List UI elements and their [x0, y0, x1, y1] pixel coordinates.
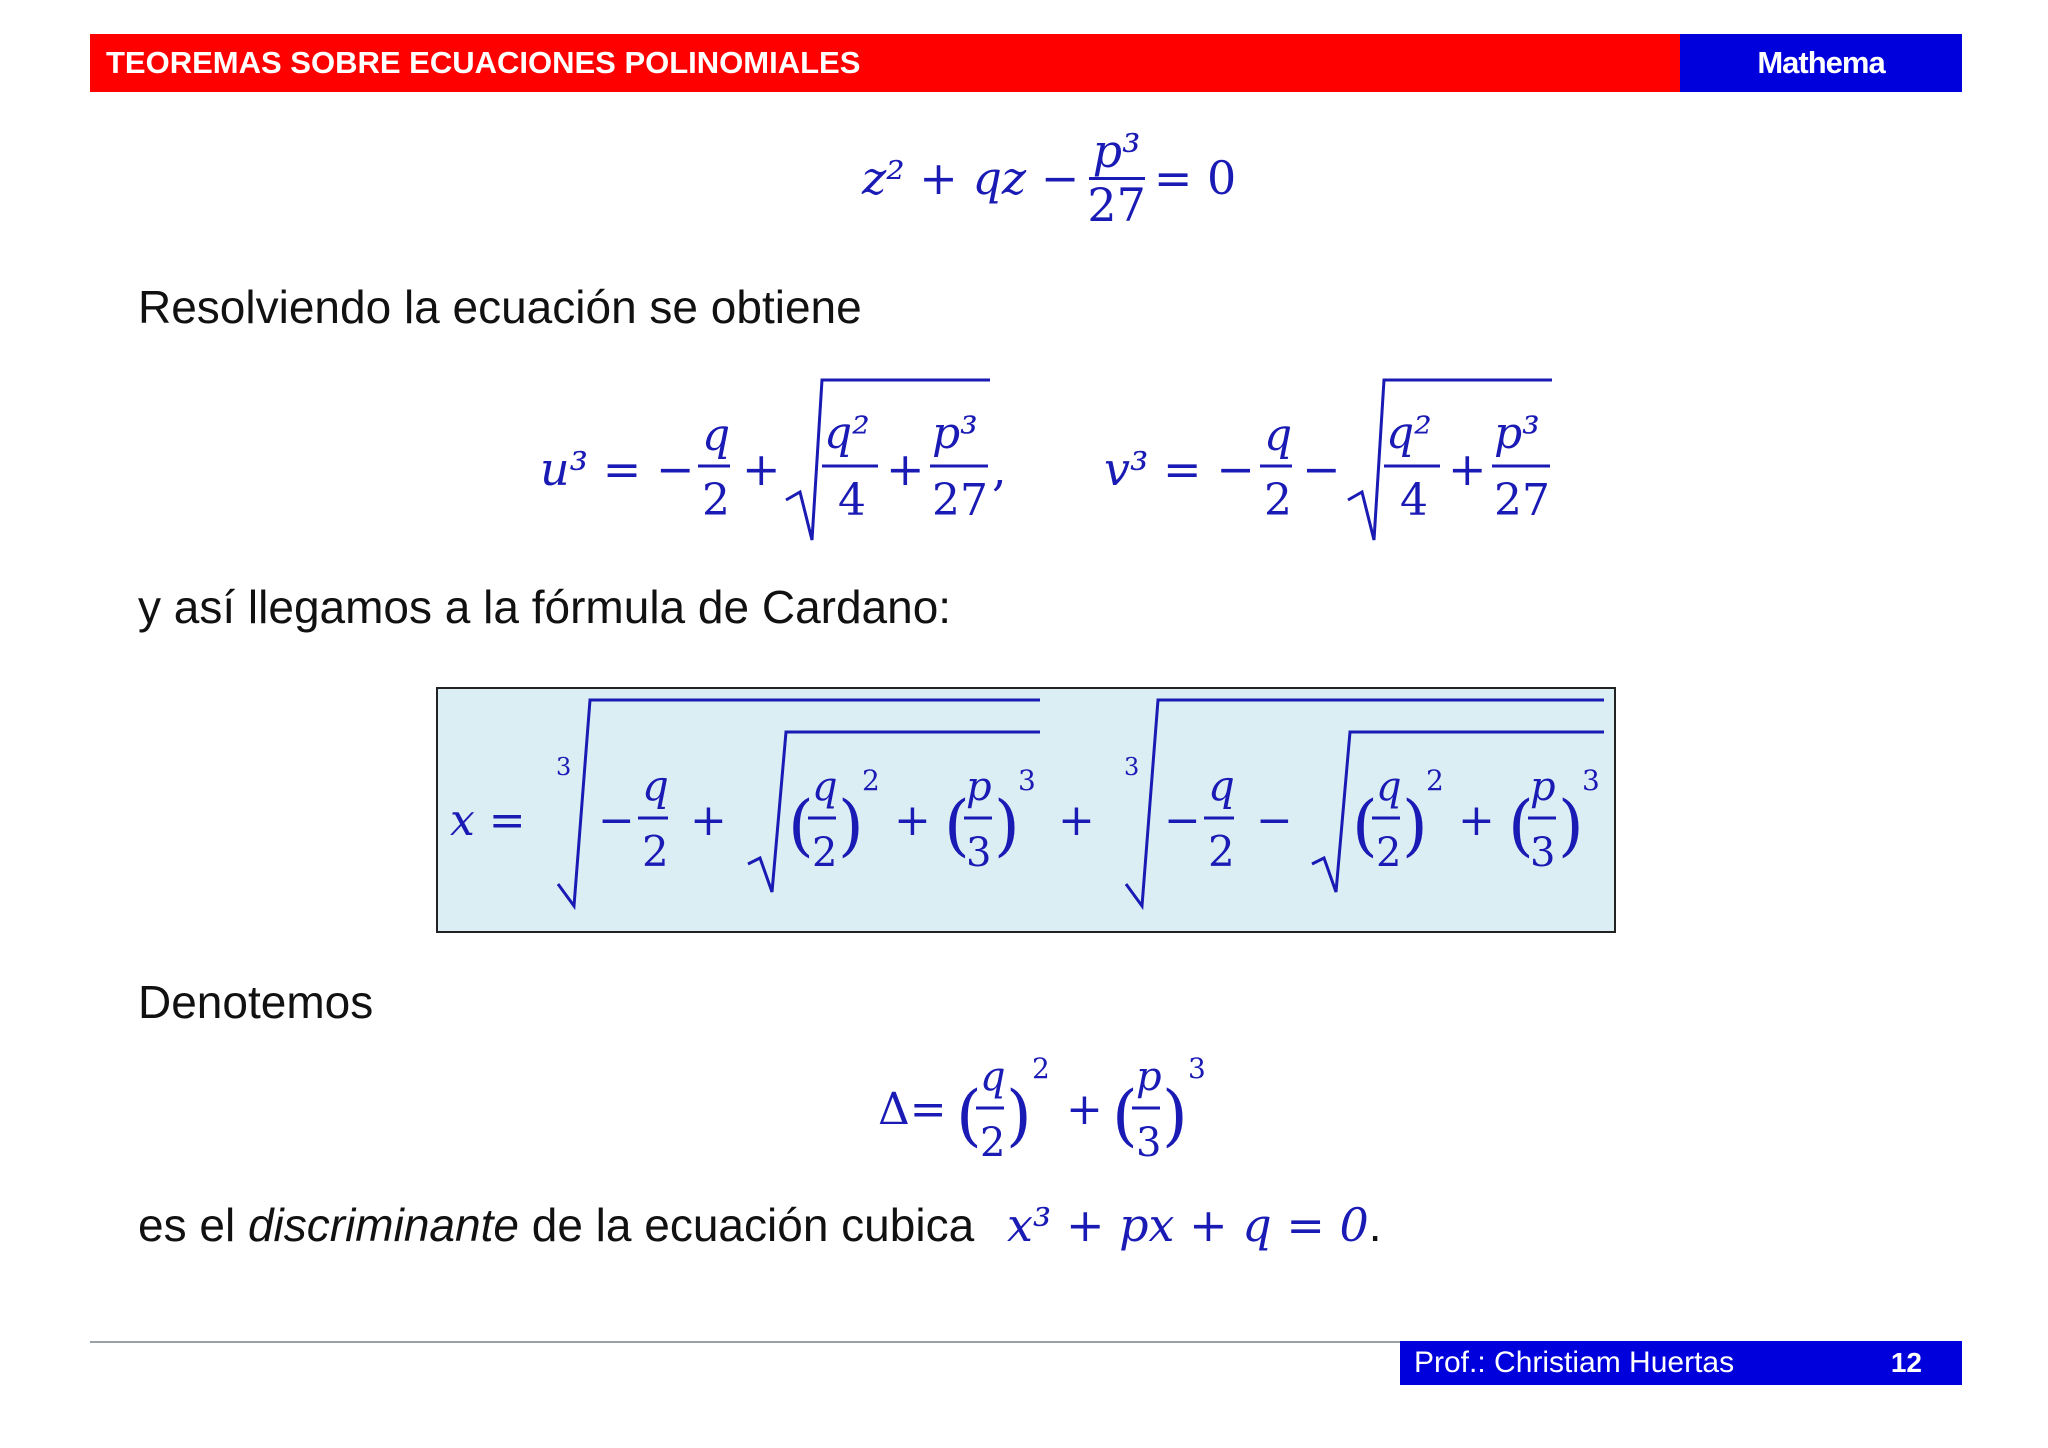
- svg-text:(: (: [956, 1077, 982, 1154]
- svg-text:2: 2: [862, 764, 880, 797]
- v3-frac-den: 2: [1264, 475, 1292, 526]
- quadratic-equation: [862, 126, 1236, 230]
- svg-text:): ): [838, 787, 864, 864]
- svg-text:+: +: [1066, 1084, 1103, 1135]
- line4-pre: es el: [138, 1199, 248, 1251]
- brand-label: Mathema: [1680, 34, 1962, 92]
- c1-q: q: [812, 764, 838, 810]
- cube-index-2: 3: [1124, 753, 1140, 781]
- svg-text:3: 3: [1018, 764, 1036, 797]
- svg-text:3: 3: [966, 830, 992, 876]
- svg-text:−: −: [598, 795, 635, 846]
- svg-text:): ): [994, 787, 1020, 864]
- v3-frac-num: q: [1264, 410, 1293, 461]
- page-number: 12: [1890, 1347, 1922, 1378]
- u3-frac-den: 2: [702, 475, 730, 526]
- eq1-num: p³: [1089, 126, 1145, 180]
- cardano-formula-box: [436, 687, 1616, 933]
- u3-sqrt-num-a: q²: [824, 408, 870, 459]
- v3-sqrt-num-a: q²: [1386, 408, 1432, 459]
- line4-post: de la ecuación cubica: [518, 1199, 975, 1251]
- svg-text:+: +: [886, 442, 925, 496]
- svg-text:−: −: [1256, 795, 1293, 846]
- svg-text:(: (: [1352, 787, 1378, 864]
- svg-text:+: +: [742, 442, 781, 496]
- svg-text:2: 2: [980, 1120, 1006, 1166]
- svg-text:+: +: [690, 795, 727, 846]
- svg-text:3: 3: [1136, 1120, 1162, 1166]
- slide-title: TEOREMAS SOBRE ECUACIONES POLINOMIALES: [90, 34, 1680, 92]
- text-line-1: Resolviendo la ecuación se obtiene: [138, 281, 862, 333]
- cardano-lhs: x =: [450, 795, 526, 846]
- c1-2: 2: [812, 830, 838, 876]
- svg-text:p: p: [1136, 1054, 1162, 1100]
- u3-sqrt-num-b: p³: [932, 408, 978, 459]
- svg-text:(: (: [1112, 1077, 1138, 1154]
- svg-text:(: (: [788, 787, 814, 864]
- svg-text:(: (: [944, 787, 970, 864]
- svg-text:): ): [1006, 1077, 1032, 1154]
- text-line-2: y así llegamos a la fórmula de Cardano:: [138, 581, 952, 633]
- cubic-equation: x³ + px + q = 0: [1006, 1198, 1369, 1252]
- svg-text:2: 2: [1426, 764, 1444, 797]
- u3-frac-num: q: [702, 410, 731, 461]
- svg-text:2: 2: [1376, 830, 1402, 876]
- svg-text:+: +: [1058, 795, 1095, 846]
- eq1-den: 27: [1087, 177, 1146, 232]
- svg-text:p: p: [1530, 764, 1556, 810]
- u3-sqrt-den-a: 4: [838, 475, 866, 526]
- svg-text:+: +: [1458, 795, 1495, 846]
- svg-text:(: (: [1508, 787, 1534, 864]
- svg-text:3: 3: [1582, 764, 1600, 797]
- svg-text:+: +: [894, 795, 931, 846]
- text-line-4: [138, 1198, 1382, 1252]
- c1-frac-den: 2: [642, 827, 669, 876]
- svg-text:3: 3: [1530, 830, 1556, 876]
- svg-text:): ): [1558, 787, 1584, 864]
- svg-text:): ): [1162, 1077, 1188, 1154]
- cube-index-1: 3: [556, 753, 572, 781]
- line4-em: discriminante: [247, 1199, 519, 1251]
- svg-text:+: +: [1448, 442, 1487, 496]
- c2-frac-num: q: [1208, 761, 1235, 810]
- u3-sqrt-den-b: 27: [932, 475, 988, 526]
- svg-text:): ): [1402, 787, 1428, 864]
- line4-period: .: [1368, 1199, 1382, 1251]
- v3-sqrt-den-a: 4: [1400, 475, 1428, 526]
- v3-sqrt-den-b: 27: [1494, 475, 1550, 526]
- c2-frac-den: 2: [1208, 827, 1235, 876]
- v3-sqrt-num-b: p³: [1494, 408, 1540, 459]
- text-line-3: Denotemos: [138, 976, 374, 1028]
- svg-text:p: p: [966, 764, 992, 810]
- v3-lhs: v³ = −: [1104, 442, 1255, 496]
- c1-frac-num: q: [642, 761, 669, 810]
- svg-text:−: −: [1164, 795, 1201, 846]
- svg-text:q: q: [1376, 764, 1402, 810]
- svg-text:,: ,: [992, 442, 1007, 496]
- svg-text:2: 2: [1032, 1052, 1050, 1085]
- svg-text:3: 3: [1188, 1052, 1206, 1085]
- eq1-lhs: z² + qz −: [862, 151, 1080, 206]
- footer-bar: [1400, 1341, 1962, 1385]
- svg-text:−: −: [1302, 442, 1341, 496]
- author-label: Prof.: Christiam Huertas: [1414, 1346, 1735, 1379]
- delta-lhs: Δ=: [878, 1084, 947, 1135]
- eq1-fraction: [1083, 126, 1150, 230]
- eq1-rhs: = 0: [1153, 151, 1237, 206]
- svg-text:q: q: [980, 1054, 1006, 1100]
- u3-lhs: u³ = −: [540, 442, 695, 496]
